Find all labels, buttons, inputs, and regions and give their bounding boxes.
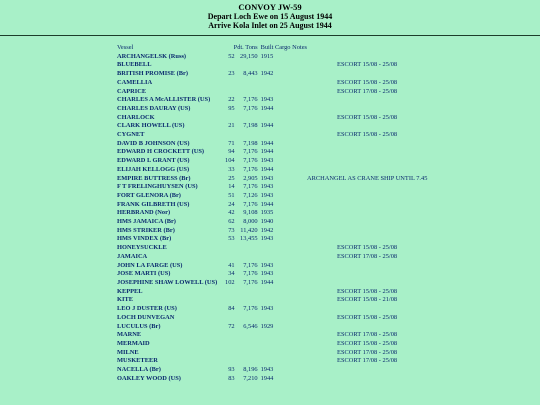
vessel-name: MILNE xyxy=(117,348,139,356)
pt-number: 84 xyxy=(228,305,235,313)
year-built xyxy=(261,253,307,262)
vessel-name: HMS JAMAICA (Br) xyxy=(117,218,176,226)
vessel-name: F T FRELINGHUYSEN (US) xyxy=(117,183,198,191)
tonnage: 7,210 xyxy=(243,374,258,382)
table-row xyxy=(117,349,427,358)
convoy-title: CONVOY JW-59 xyxy=(238,2,302,12)
vessel-name: HMS STRIKER (Br) xyxy=(117,226,175,234)
table-row xyxy=(117,201,427,210)
vessel-name: NACELLA (Br) xyxy=(117,366,161,374)
notes xyxy=(307,148,427,157)
tonnage xyxy=(236,349,261,358)
vessel-name: ELIJAH KELLOGG (US) xyxy=(117,165,190,173)
pt-number xyxy=(225,244,236,253)
vessel-name: CLARK HOWELL (US) xyxy=(117,122,185,130)
table-row xyxy=(117,88,427,97)
table-row xyxy=(117,262,427,271)
vessel-name: FRANK GILBRETH (US) xyxy=(117,200,190,208)
vessel-name: HONEYSUCKLE xyxy=(117,244,167,252)
table-row xyxy=(117,288,427,297)
arrive-line: Arrive Kola Inlet on 25 August 1944 xyxy=(208,21,332,30)
tonnage: 29,150 xyxy=(240,52,258,60)
tonnage: 6,546 xyxy=(243,322,258,330)
tonnage: 7,198 xyxy=(243,122,258,130)
pt-number: 95 xyxy=(228,104,235,112)
notes xyxy=(307,270,427,279)
table-row xyxy=(117,218,427,227)
vessel-name: OAKLEY WOOD (US) xyxy=(117,374,181,382)
tonnage xyxy=(236,61,261,70)
pt-number: 51 xyxy=(228,191,235,199)
tonnage: 11,420 xyxy=(240,226,258,234)
table-row xyxy=(117,166,427,175)
year-built: 1944 xyxy=(260,165,274,173)
year-built: 1943 xyxy=(260,191,274,199)
table-row xyxy=(117,175,427,184)
tonnage xyxy=(236,88,261,97)
pt-number: 41 xyxy=(228,261,235,269)
year-built xyxy=(261,114,307,123)
pt-number xyxy=(225,88,236,97)
col-vessel: Vessel xyxy=(117,44,134,51)
notes xyxy=(307,105,427,114)
notes: ESCORT 15/08 - 21/08 xyxy=(337,296,398,304)
year-built: 1944 xyxy=(260,374,274,382)
year-built xyxy=(261,331,307,340)
year-built: 1944 xyxy=(260,148,274,156)
notes xyxy=(307,122,427,131)
year-built: 1943 xyxy=(260,157,274,165)
notes xyxy=(307,157,427,166)
vessel-name: CHARLES DAURAY (US) xyxy=(117,104,191,112)
pt-number xyxy=(225,349,236,358)
depart-line: Depart Loch Ewe on 15 August 1944 xyxy=(207,12,333,21)
pt-number: 14 xyxy=(228,183,235,191)
pt-number xyxy=(225,114,236,123)
notes xyxy=(307,323,427,332)
notes xyxy=(307,227,427,236)
pt-number: 34 xyxy=(228,270,235,278)
year-built: 1944 xyxy=(260,122,274,130)
tonnage: 13,455 xyxy=(240,235,258,243)
vessel-name: HERBRAND (Nor) xyxy=(117,209,171,217)
table-row xyxy=(117,157,427,166)
notes xyxy=(307,201,427,210)
notes: ESCORT 15/08 - 25/08 xyxy=(337,61,398,69)
tonnage xyxy=(236,131,261,140)
table-row xyxy=(117,183,427,192)
year-built: 1944 xyxy=(260,200,274,208)
header-divider xyxy=(0,35,540,36)
notes: ESCORT 17/08 - 25/08 xyxy=(337,331,398,339)
table-row xyxy=(117,296,427,305)
year-built xyxy=(261,296,307,305)
tonnage xyxy=(236,253,261,262)
vessel-name: KITE xyxy=(117,296,133,304)
table-row xyxy=(117,323,427,332)
pt-number: 52 xyxy=(228,52,235,60)
vessel-name: LOCH DUNVEGAN xyxy=(117,313,175,321)
table-row xyxy=(117,340,427,349)
year-built: 1943 xyxy=(260,174,274,182)
year-built: 1943 xyxy=(260,261,274,269)
notes: ESCORT 17/08 - 25/08 xyxy=(337,252,398,260)
tonnage xyxy=(236,288,261,297)
vessel-name: FORT GLENORA (Br) xyxy=(117,191,181,199)
year-built xyxy=(261,288,307,297)
pt-number xyxy=(225,131,236,140)
notes xyxy=(307,53,427,62)
table-header-row xyxy=(117,44,427,53)
pt-number xyxy=(225,288,236,297)
notes xyxy=(307,70,427,79)
tonnage xyxy=(236,79,261,88)
notes: ESCORT 15/08 - 25/08 xyxy=(337,244,398,252)
table-row xyxy=(117,314,427,323)
notes xyxy=(307,366,427,375)
table-row xyxy=(117,61,427,70)
pt-number xyxy=(225,357,236,366)
tonnage: 8,000 xyxy=(243,218,258,226)
notes: ESCORT 15/08 - 25/08 xyxy=(337,313,398,321)
notes: ESCORT 17/08 - 25/08 xyxy=(337,87,398,95)
pt-number: 24 xyxy=(228,200,235,208)
col-built: Built xyxy=(260,44,274,51)
notes xyxy=(307,235,427,244)
tonnage: 7,176 xyxy=(243,148,258,156)
tonnage: 7,176 xyxy=(243,183,258,191)
year-built xyxy=(261,61,307,70)
tonnage: 7,176 xyxy=(243,278,258,286)
vessel-name: JAMAICA xyxy=(117,252,148,260)
vessel-name: KEPPEL xyxy=(117,287,143,295)
table-row xyxy=(117,140,427,149)
tonnage: 7,176 xyxy=(243,165,258,173)
year-built xyxy=(261,244,307,253)
notes: ESCORT 15/08 - 25/08 xyxy=(337,339,398,347)
pt-number xyxy=(225,314,236,323)
year-built: 1943 xyxy=(260,305,274,313)
table-row xyxy=(117,357,427,366)
year-built: 1915 xyxy=(260,52,274,60)
vessel-name: JOHN LA FARGE (US) xyxy=(117,261,183,269)
table-row xyxy=(117,148,427,157)
tonnage: 7,176 xyxy=(243,270,258,278)
tonnage: 7,176 xyxy=(243,104,258,112)
table-row xyxy=(117,114,427,123)
year-built xyxy=(261,88,307,97)
vessel-name: CYGNET xyxy=(117,131,145,139)
page-header xyxy=(0,0,540,30)
col-pt-tons: Pdt. Tons xyxy=(233,44,258,51)
tonnage: 8,443 xyxy=(243,70,258,78)
year-built: 1943 xyxy=(260,96,274,104)
vessel-name: BLUEBELL xyxy=(117,61,152,69)
tonnage xyxy=(236,244,261,253)
notes: ESCORT 15/08 - 25/08 xyxy=(337,287,398,295)
vessel-name: MUSKETEER xyxy=(117,357,158,365)
table-row xyxy=(117,227,427,236)
year-built xyxy=(261,131,307,140)
year-built: 1943 xyxy=(260,270,274,278)
vessel-name: HMS VINDEX (Br) xyxy=(117,235,172,243)
table-row xyxy=(117,244,427,253)
vessel-name: JOSEPHINE SHAW LOWELL (US) xyxy=(117,278,218,286)
pt-number: 53 xyxy=(228,235,235,243)
table-row xyxy=(117,375,427,384)
vessel-name: CAPRICE xyxy=(117,87,147,95)
notes xyxy=(307,96,427,105)
vessel-name: MARNE xyxy=(117,331,142,339)
tonnage: 2,905 xyxy=(243,174,258,182)
pt-number: 83 xyxy=(228,374,235,382)
tonnage xyxy=(236,314,261,323)
pt-number: 33 xyxy=(228,165,235,173)
vessel-name: EDWARD H CROCKETT (US) xyxy=(117,148,205,156)
year-built: 1944 xyxy=(260,139,274,147)
pt-number: 104 xyxy=(225,157,235,165)
tonnage xyxy=(236,331,261,340)
table-row xyxy=(117,331,427,340)
table-body xyxy=(117,53,427,384)
vessel-name: CHARLOCK xyxy=(117,113,155,121)
table-row xyxy=(117,270,427,279)
tonnage: 7,176 xyxy=(243,96,258,104)
notes xyxy=(307,209,427,218)
convoy-table xyxy=(117,44,427,383)
pt-number: 22 xyxy=(228,96,235,104)
tonnage: 7,176 xyxy=(243,157,258,165)
tonnage xyxy=(236,357,261,366)
year-built: 1942 xyxy=(260,226,274,234)
col-cargo: Cargo xyxy=(275,44,291,51)
year-built xyxy=(261,314,307,323)
pt-number xyxy=(225,253,236,262)
table-row xyxy=(117,192,427,201)
tonnage: 7,176 xyxy=(243,305,258,313)
tonnage: 7,198 xyxy=(243,139,258,147)
tonnage xyxy=(236,296,261,305)
vessel-name: EDWARD L GRANT (US) xyxy=(117,157,190,165)
vessel-name: MERMAID xyxy=(117,339,150,347)
table-row xyxy=(117,79,427,88)
pt-number: 94 xyxy=(228,148,235,156)
notes: ESCORT 15/08 - 25/08 xyxy=(337,113,398,121)
year-built: 1940 xyxy=(260,218,274,226)
table-row xyxy=(117,209,427,218)
table-row xyxy=(117,122,427,131)
vessel-name: EMPIRE BUTTRESS (Br) xyxy=(117,174,191,182)
year-built xyxy=(261,349,307,358)
table-row xyxy=(117,96,427,105)
notes: ESCORT 15/08 - 25/08 xyxy=(337,78,398,86)
year-built: 1944 xyxy=(260,104,274,112)
pt-number: 42 xyxy=(228,209,235,217)
notes xyxy=(307,262,427,271)
table-row xyxy=(117,70,427,79)
tonnage xyxy=(236,114,261,123)
year-built: 1943 xyxy=(260,183,274,191)
table-row xyxy=(117,366,427,375)
year-built: 1942 xyxy=(260,70,274,78)
table-row xyxy=(117,53,427,62)
table-row xyxy=(117,235,427,244)
tonnage: 9,108 xyxy=(243,209,258,217)
pt-number: 102 xyxy=(225,278,235,286)
col-spacer xyxy=(307,44,427,53)
notes xyxy=(307,218,427,227)
vessel-name: CHARLES A McALLISTER (US) xyxy=(117,96,211,104)
vessel-name: JOSE MARTI (US) xyxy=(117,270,171,278)
notes: ARCHANGEL AS CRANE SHIP UNTIL 7.45 xyxy=(307,174,428,182)
notes xyxy=(307,140,427,149)
pt-number: 25 xyxy=(228,174,235,182)
pt-number: 21 xyxy=(228,122,235,130)
tonnage xyxy=(236,340,261,349)
notes xyxy=(307,192,427,201)
pt-number xyxy=(225,79,236,88)
pt-number: 71 xyxy=(228,139,235,147)
col-built-cargo-notes xyxy=(261,44,307,53)
table-row xyxy=(117,279,427,288)
year-built xyxy=(261,79,307,88)
year-built: 1943 xyxy=(260,366,274,374)
pt-number xyxy=(225,296,236,305)
pt-number: 23 xyxy=(228,70,235,78)
vessel-name: CAMELLIA xyxy=(117,78,153,86)
notes: ESCORT 17/08 - 25/08 xyxy=(337,348,398,356)
year-built xyxy=(261,340,307,349)
vessel-name: ARCHANGELSK (Russ) xyxy=(117,52,187,60)
table-row xyxy=(117,253,427,262)
tonnage: 8,196 xyxy=(243,366,258,374)
year-built: 1943 xyxy=(260,235,274,243)
notes xyxy=(307,279,427,288)
notes xyxy=(307,305,427,314)
pt-number: 72 xyxy=(228,322,235,330)
year-built: 1944 xyxy=(260,278,274,286)
pt-number: 62 xyxy=(228,218,235,226)
notes: ESCORT 15/08 - 25/08 xyxy=(337,131,398,139)
vessel-name: DAVID B JOHNSON (US) xyxy=(117,139,190,147)
tonnage: 7,176 xyxy=(243,261,258,269)
tonnage: 7,176 xyxy=(243,200,258,208)
pt-number: 93 xyxy=(228,366,235,374)
col-notes: Notes xyxy=(292,44,308,51)
vessel-name: BRITISH PROMISE (Br) xyxy=(117,70,189,78)
year-built: 1929 xyxy=(260,322,274,330)
year-built xyxy=(261,357,307,366)
vessel-name: LUCULUS (Br) xyxy=(117,322,161,330)
notes xyxy=(307,375,427,384)
year-built: 1935 xyxy=(260,209,274,217)
notes xyxy=(307,183,427,192)
table-row xyxy=(117,105,427,114)
notes xyxy=(307,166,427,175)
table-row xyxy=(117,131,427,140)
pt-number: 73 xyxy=(228,226,235,234)
table-row xyxy=(117,305,427,314)
notes: ESCORT 17/08 - 25/08 xyxy=(337,357,398,365)
tonnage: 7,126 xyxy=(243,191,258,199)
pt-number xyxy=(225,331,236,340)
vessel-name: LEO J DUSTER (US) xyxy=(117,305,177,313)
pt-number xyxy=(225,340,236,349)
pt-number xyxy=(225,61,236,70)
